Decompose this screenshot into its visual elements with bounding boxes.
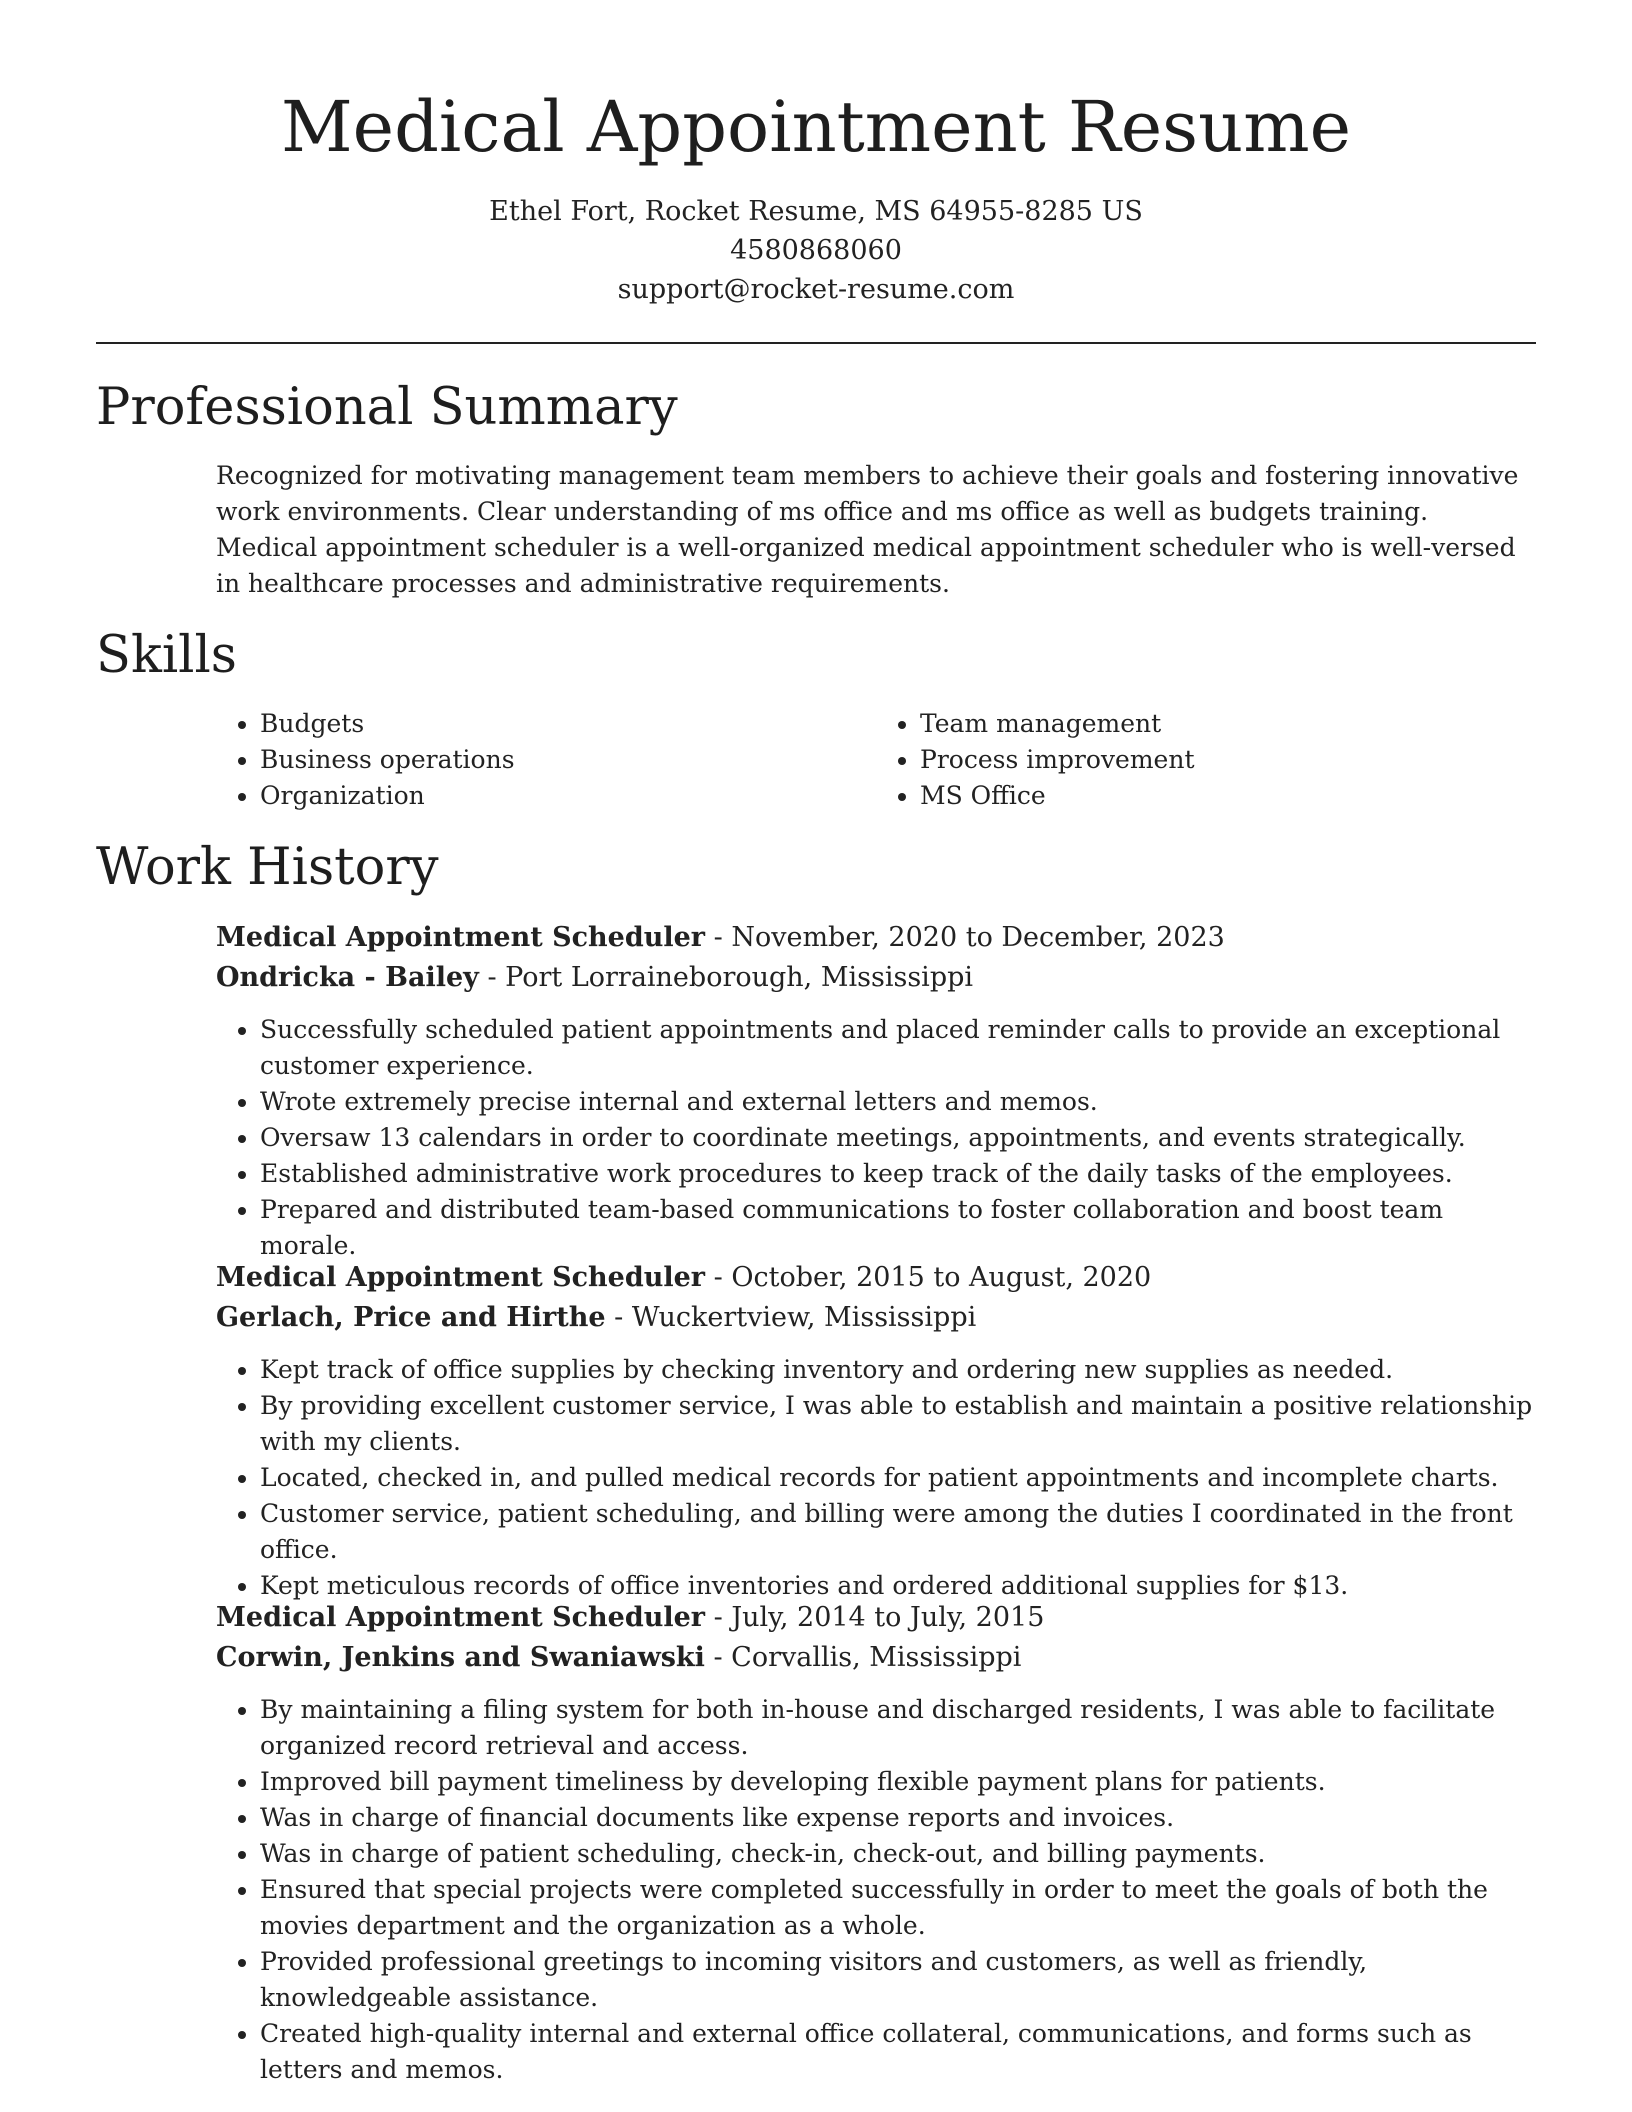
- summary-text: Recognized for motivating management team members to achieve their goals and fostering innovative work environments. Clear understanding of ms office and ms office as well as budgets training. Medical appointment scheduler is a well-organized medical appointment scheduler who is well-versed in healthcare processes and administrative requirements.: [216, 461, 1519, 598]
- skills-heading: Skills: [96, 626, 237, 685]
- job-bullet: • Established administrative work procedures to keep track of the daily tasks of the employees.: [260, 1156, 1536, 1192]
- job-bullet: • Customer service, patient scheduling, and billing were among the duties I coordinated in the front office.: [260, 1496, 1536, 1568]
- job-role: Medical Appointment Scheduler: [216, 922, 706, 953]
- job-dates: - November, 2020 to December, 2023: [705, 922, 1225, 953]
- job-bullet: • Was in charge of financial documents like expense reports and invoices.: [260, 1800, 1536, 1836]
- job-bullet: • Created high-quality internal and external office collateral, communications, and forms such as letters and memos.: [260, 2016, 1536, 2088]
- work-history-heading: Work History: [96, 838, 439, 897]
- job-bullet: • Kept track of office supplies by checking inventory and ordering new supplies as needed.: [260, 1352, 1536, 1388]
- job-bullet: • Ensured that special projects were completed successfully in order to meet the goals of both the movies department and the organization as a whole.: [260, 1872, 1536, 1944]
- skill-item: • Process improvement: [920, 742, 1536, 778]
- job-entry: [216, 918, 1536, 1264]
- job-bullets: [216, 1012, 1536, 1264]
- job-company: Corwin, Jenkins and Swaniawski: [216, 1642, 705, 1673]
- skills-list-right: [876, 706, 1536, 814]
- job-bullet: • Oversaw 13 calendars in order to coordinate meetings, appointments, and events strategically.: [260, 1120, 1536, 1156]
- job-location: - Wuckertview, Mississippi: [605, 1302, 977, 1333]
- job-dates: - July, 2014 to July, 2015: [705, 1602, 1045, 1633]
- job-bullet: • Successfully scheduled patient appointments and placed reminder calls to provide an exceptional customer experience.: [260, 1012, 1536, 1084]
- job-dates: - October, 2015 to August, 2020: [705, 1262, 1152, 1293]
- resume-title: Medical Appointment Resume: [281, 86, 1351, 168]
- job-company: Ondricka - Bailey: [216, 962, 479, 993]
- job-bullet: • Prepared and distributed team-based communications to foster collaboration and boost team morale.: [260, 1192, 1536, 1264]
- job-bullet: • Improved bill payment timeliness by developing flexible payment plans for patients.: [260, 1764, 1536, 1800]
- job-title-line: [216, 1258, 1536, 1298]
- job-company-line: [216, 958, 1536, 998]
- job-title-line: [216, 918, 1536, 958]
- skill-item: • Organization: [260, 778, 876, 814]
- job-bullet: • Was in charge of patient scheduling, check-in, check-out, and billing payments.: [260, 1836, 1536, 1872]
- job-bullet: • By providing excellent customer service, I was able to establish and maintain a positive relationship with my clients.: [260, 1388, 1536, 1460]
- job-bullet: • Wrote extremely precise internal and external letters and memos.: [260, 1084, 1536, 1120]
- job-bullets: [216, 1692, 1536, 2088]
- skill-item: • Team management: [920, 706, 1536, 742]
- summary-section: [216, 458, 1536, 602]
- job-bullet: • Kept meticulous records of office inventories and ordered additional supplies for $13.: [260, 1568, 1536, 1604]
- job-bullet: • By maintaining a filing system for both in-house and discharged residents, I was able to facilitate organized record retrieval and access.: [260, 1692, 1536, 1764]
- job-location: - Port Lorraineborough, Mississippi: [478, 962, 974, 993]
- resume-header: [0, 0, 1632, 309]
- job-bullet: • Provided professional greetings to incoming visitors and customers, as well as friendly, knowledgeable assistance.: [260, 1944, 1536, 2016]
- job-entry: [216, 1598, 1536, 2088]
- job-company-line: [216, 1638, 1536, 1678]
- summary-heading: Professional Summary: [96, 378, 678, 437]
- header-divider: [96, 342, 1536, 344]
- job-role: Medical Appointment Scheduler: [216, 1262, 706, 1293]
- contact-block: [0, 192, 1632, 309]
- job-company: Gerlach, Price and Hirthe: [216, 1302, 606, 1333]
- job-bullets: [216, 1352, 1536, 1604]
- job-entry: [216, 1258, 1536, 1604]
- contact-phone: 4580868060: [730, 235, 902, 266]
- skills-list-left: [216, 706, 876, 814]
- job-bullet: • Located, checked in, and pulled medical records for patient appointments and incomplete charts.: [260, 1460, 1536, 1496]
- contact-email: support@rocket-resume.com: [617, 274, 1015, 305]
- contact-address: Ethel Fort, Rocket Resume, MS 64955-8285 US: [489, 196, 1143, 227]
- job-role: Medical Appointment Scheduler: [216, 1602, 706, 1633]
- skill-item: • Budgets: [260, 706, 876, 742]
- job-location: - Corvallis, Mississippi: [704, 1642, 1022, 1673]
- job-company-line: [216, 1298, 1536, 1338]
- skills-section: [216, 706, 1536, 814]
- skill-item: • MS Office: [920, 778, 1536, 814]
- skill-item: • Business operations: [260, 742, 876, 778]
- job-title-line: [216, 1598, 1536, 1638]
